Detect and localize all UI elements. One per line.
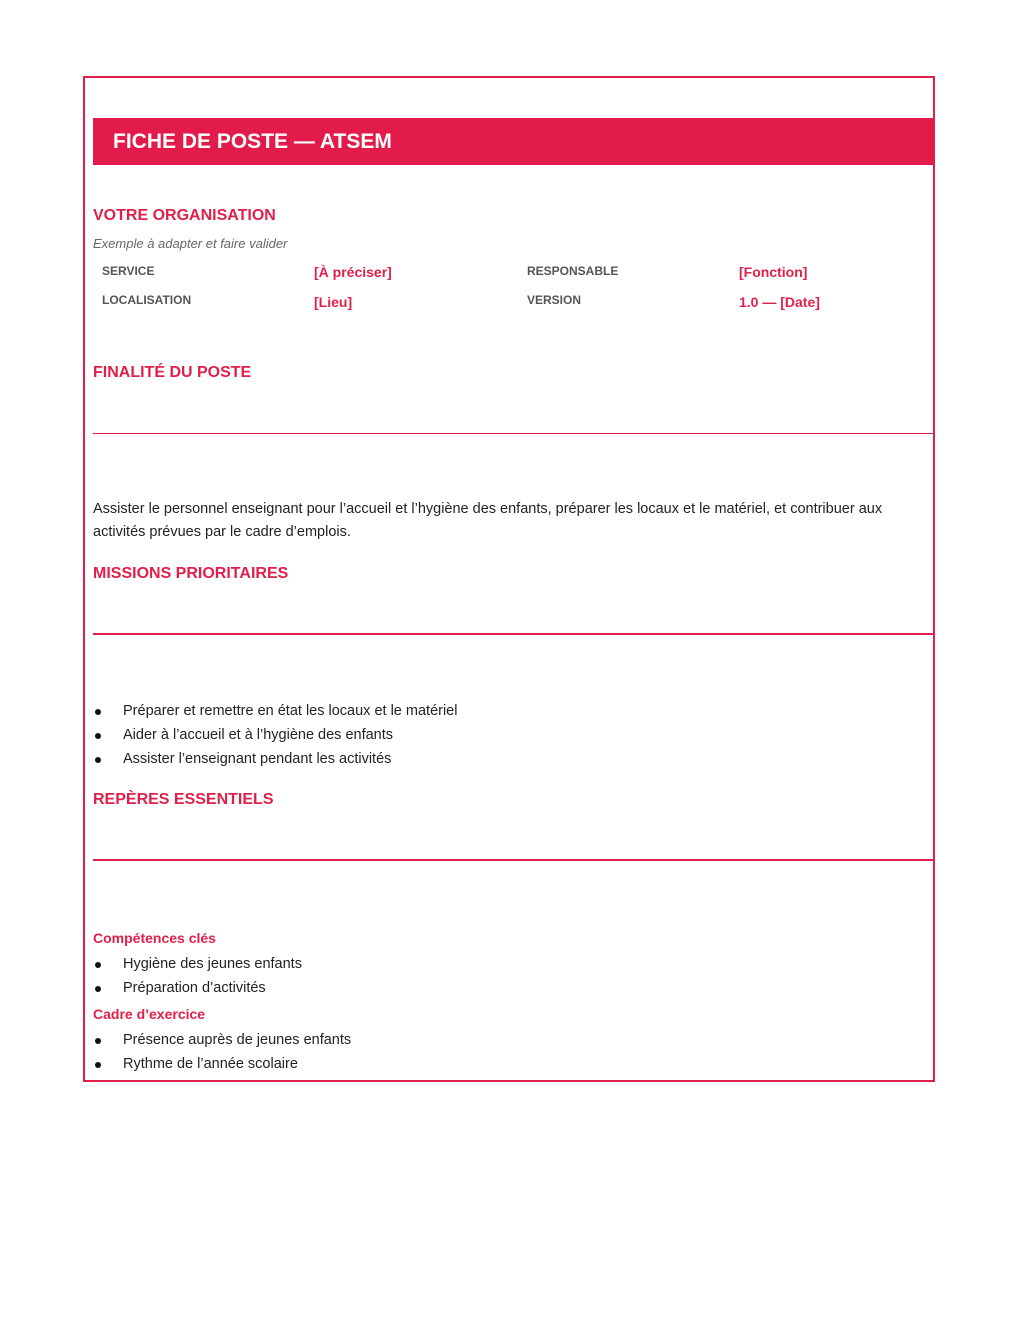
localisation-value: [Lieu] bbox=[314, 294, 353, 310]
page-title: FICHE DE POSTE — ATSEM bbox=[93, 118, 934, 165]
list-item-text: Aider à l’accueil et à l’hygiène des enfants bbox=[123, 727, 394, 743]
localisation-label: LOCALISATION bbox=[102, 293, 192, 307]
version-value: 1.0 — [Date] bbox=[739, 294, 820, 310]
service-label: SERVICE bbox=[102, 264, 155, 278]
responsable-value: [Fonction] bbox=[739, 264, 808, 280]
section-divider bbox=[93, 859, 934, 861]
bullet-icon bbox=[95, 709, 101, 715]
finalite-heading: FINALITÉ DU POSTE bbox=[93, 364, 252, 381]
finalite-text: Assister le personnel enseignant pour l’accueil et l’hygiène des enfants, préparer les locaux et le matériel, et contribuer aux activités prévues par le cadre d’emplois. bbox=[93, 501, 883, 540]
list-item-text: Préparer et remettre en état les locaux et le matériel bbox=[123, 703, 458, 719]
list-item bbox=[93, 747, 923, 771]
version-label: VERSION bbox=[527, 293, 582, 307]
section-divider bbox=[93, 433, 934, 434]
bullet-icon bbox=[95, 1062, 101, 1068]
cadre-heading: Cadre d’exercice bbox=[93, 1006, 206, 1022]
responsable-label: RESPONSABLE bbox=[527, 264, 619, 278]
list-item bbox=[93, 952, 923, 976]
list-item bbox=[93, 723, 923, 747]
competences-heading: Compétences clés bbox=[93, 930, 216, 946]
bullet-icon bbox=[95, 1038, 101, 1044]
bullet-icon bbox=[95, 757, 101, 763]
bullet-icon bbox=[95, 733, 101, 739]
list-item bbox=[93, 976, 923, 1000]
missions-heading: MISSIONS PRIORITAIRES bbox=[93, 565, 289, 582]
competences-list bbox=[93, 952, 923, 1000]
list-item-text: Rythme de l’année scolaire bbox=[123, 1056, 298, 1072]
list-item-text: Hygiène des jeunes enfants bbox=[123, 956, 302, 972]
list-item-text: Assister l’enseignant pendant les activités bbox=[123, 751, 392, 767]
service-value: [À préciser] bbox=[314, 264, 392, 280]
list-item-text: Préparation d’activités bbox=[123, 980, 266, 996]
cadre-list bbox=[93, 1028, 923, 1076]
organisation-heading: VOTRE ORGANISATION bbox=[93, 207, 276, 224]
reperes-heading: REPÈRES ESSENTIELS bbox=[93, 791, 274, 808]
bullet-icon bbox=[95, 986, 101, 992]
list-item bbox=[93, 1052, 923, 1076]
list-item bbox=[93, 1028, 923, 1052]
missions-list bbox=[93, 699, 923, 771]
organisation-subtitle: Exemple à adapter et faire valider bbox=[93, 236, 288, 251]
list-item bbox=[93, 699, 923, 723]
bullet-icon bbox=[95, 962, 101, 968]
list-item-text: Présence auprès de jeunes enfants bbox=[123, 1032, 352, 1048]
section-divider bbox=[93, 633, 934, 635]
